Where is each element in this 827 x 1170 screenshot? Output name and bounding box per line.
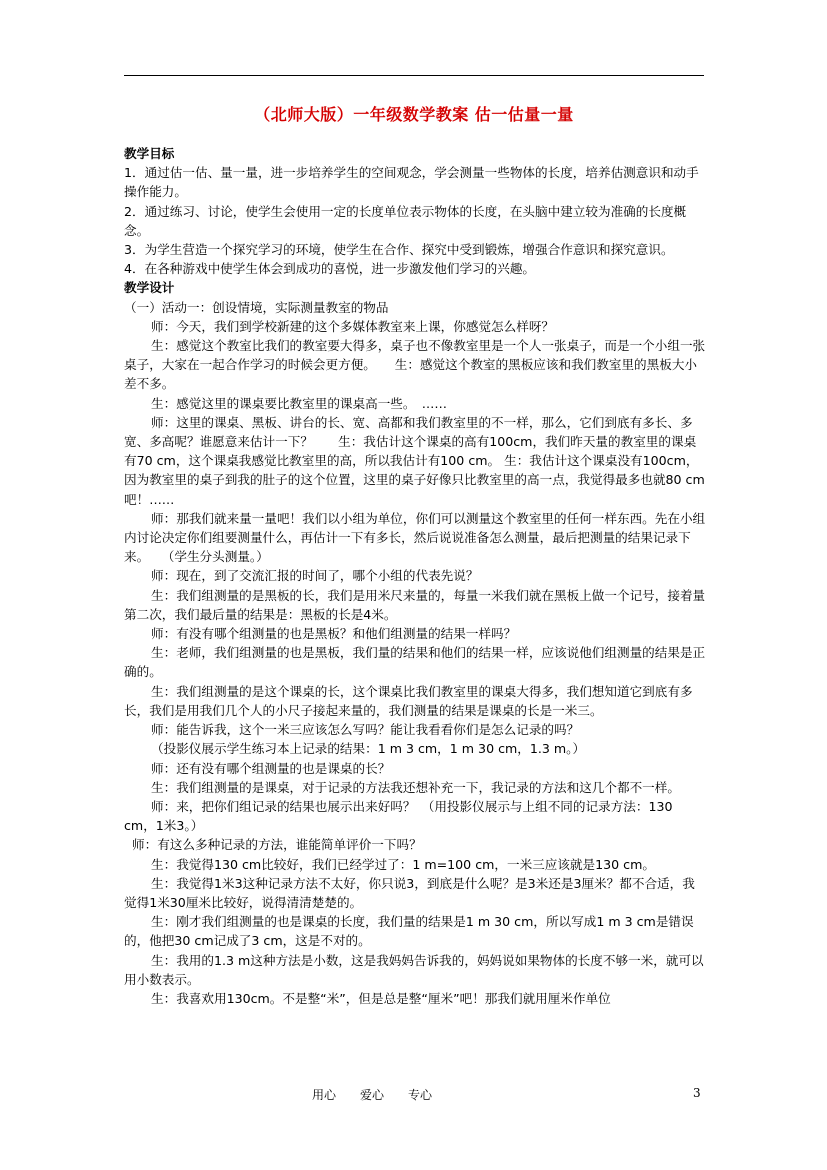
dialogue-paragraph: 师：那我们就来量一量吧！我们以小组为单位，你们可以测量这个教室里的任何一样东西。先在小组内讨论决定你们组要测量什么，再估计一下有多长，然后说说准备怎么测量，最后把测量的结果记录下来。 （学生分头测量。） — [124, 510, 706, 565]
goal-item-3: 3．为学生营造一个探究学习的环境，使学生在合作、探究中受到锻炼，增强合作意识和探究意识。 — [124, 242, 674, 258]
goal-item-4: 4．在各种游戏中使学生体会到成功的喜悦，进一步激发他们学习的兴趣。 — [124, 261, 536, 277]
dialogue-paragraph: 生：老师，我们组测量的也是黑板，我们量的结果和他们的结果一样，应该说他们组测量的结果是正确的。 — [124, 645, 706, 680]
goals-heading: 教学目标 — [124, 146, 175, 161]
dialogue-paragraph: 生：我们组测量的是这个课桌的长，这个课桌比我们教室里的课桌大得多，我们想知道它到底有多长，我们是用我们几个人的小尺子接起来量的，我们测量的结果是课桌的长是一米三。 — [124, 683, 693, 718]
dialogue-paragraph: 生：感觉这个教室比我们的教室要大得多，桌子也不像教室里是一个人一张桌子，而是一个小组一张桌子，大家在一起合作学习的时候会更方便。 生：感觉这个教室的黑板应该和我们教室里的黑板大小差不多。 — [124, 338, 706, 392]
document-body — [124, 144, 706, 1008]
dialogue-paragraph: 师：有没有哪个组测量的也是黑板？和他们组测量的结果一样吗？ — [151, 626, 517, 642]
document-title: （北师大版）一年级数学教案 估一估量一量 — [254, 105, 574, 124]
dialogue-paragraph: 生：刚才我们组测量的也是课桌的长度，我们量的结果是1 m 30 cm，所以写成1 m 3 cm是错误的，他把30 cm记成了3 cm，这是不对的。 — [124, 914, 694, 949]
dialogue-paragraph: 师：来，把你们组记录的结果也展示出来好吗？ （用投影仪展示与上组不同的记录方法：130 cm，1米3。） — [124, 798, 673, 834]
dialogue-paragraph: 生：我觉得1米3这种记录方法不太好，你只说3，到底是什么呢？是3米还是3厘米？都不合适，我觉得1米30厘米比较好，说得清清楚楚的。 — [124, 875, 695, 910]
dialogue-paragraph: （投影仪展示学生练习本上记录的结果：1 m 3 cm，1 m 30 cm，1.3 m。） — [151, 741, 586, 757]
goal-item-2: 2．通过练习、讨论，使学生会使用一定的长度单位表示物体的长度，在头脑中建立较为准确的长度概念。 — [124, 203, 687, 238]
dialogue-paragraph: 师：有这么多种记录的方法，谁能简单评价一下吗？ — [132, 837, 422, 853]
dialogue-paragraph: 生：我们组测量的是课桌，对于记录的方法我还想补充一下，我记录的方法和这几个都不一样。 — [151, 779, 680, 795]
dialogue-paragraph: 生：我用的1.3 m这种方法是小数，这是我妈妈告诉我的，妈妈说如果物体的长度不够一米，就可以用小数表示。 — [124, 952, 704, 987]
dialogue-paragraph: 师：能告诉我，这个一米三应该怎么写吗？能让我看看你们是怎么记录的吗？ — [151, 722, 580, 738]
dialogue-paragraph: 生：我们组测量的是黑板的长，我们是用米尺来量的，每量一米我们就在黑板上做一个记号，接着量第二次，我们最后量的结果是：黑板的长是4米。 — [124, 587, 706, 622]
goal-item-1: 1．通过估一估、量一量，进一步培养学生的空间观念，学会测量一些物体的长度，培养估测意识和动手操作能力。 — [124, 165, 699, 200]
dialogue-paragraph: 师：还有没有哪个组测量的也是课桌的长？ — [151, 760, 391, 776]
activity-title: （一）活动一：创设情境，实际测量教室的物品 — [124, 299, 389, 315]
page-footer — [0, 1086, 827, 1106]
dialogue-paragraph: 师：这里的课桌、黑板、讲台的长、宽、高都和我们教室里的不一样，那么，它们到底有多长、多宽、多高呢？谁愿意来估计一下？ 生：我估计这个课桌的高有100cm，我们昨天量的教室里的课桌有70 cm，这个课桌我感觉比教室里的高，所以我估计有100 cm。 生：我估计这个课桌没有100cm，因为教室里的桌子到我的肚子的这个位置，这里的桌子好像只比教室里的高一点，我觉得最多也就80 cm吧！…… — [124, 414, 705, 507]
dialogue-paragraph: 生：我觉得130 cm比较好，我们已经学过了：1 m=100 cm，一米三应该就是130 cm。 — [151, 856, 655, 872]
dialogue-paragraph: 生：我喜欢用130cm。不是整“米”，但是总是整“厘米”吧！那我们就用厘米作单位 — [151, 990, 611, 1006]
dialogue-paragraph: 生：感觉这里的课桌要比教室里的课桌高一些。 …… — [151, 395, 447, 411]
page-number: 3 — [693, 1086, 701, 1100]
footer-motto: 用心 爱心 专心 — [312, 1088, 433, 1102]
design-heading: 教学设计 — [124, 280, 175, 296]
dialogue-paragraph: 师：今天，我们到学校新建的这个多媒体教室来上课，你感觉怎么样呀？ — [151, 318, 554, 334]
header-rule — [124, 75, 704, 76]
dialogue-paragraph: 师：现在，到了交流汇报的时间了，哪个小组的代表先说？ — [151, 568, 479, 584]
